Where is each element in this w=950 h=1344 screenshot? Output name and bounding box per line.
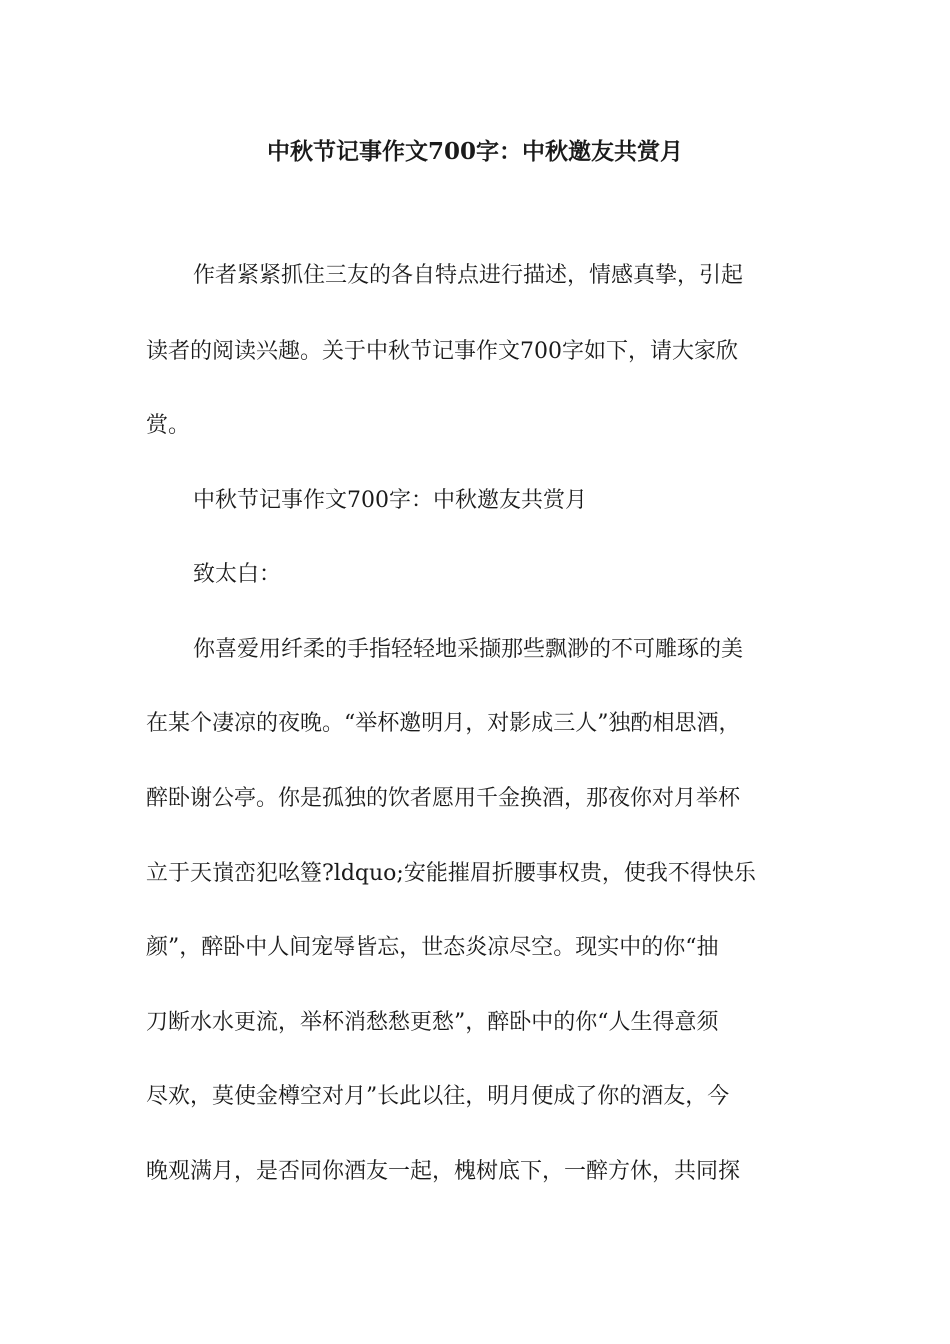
intro-line-2: 读者的阅读兴趣。关于中秋节记事作文700字如下，请大家欣 [146,339,738,364]
body-line-3: 醉卧谢公亭。你是孤独的饮者愿用千金换酒，那夜你对月举杯 [146,786,741,811]
body-line-8: 晚观满月，是否同你酒友一起，槐树底下，一醉方休，共同探 [146,1159,741,1184]
intro-line-3: 赏。 [146,413,191,438]
body-line-2: 在某个凄凉的夜晚。“举杯邀明月，对影成三人”独酌相思酒， [146,711,741,736]
body-line-4: 立于天嵿峦犯吆簦?ldquo;安能摧眉折腰事权贵，使我不得快乐 [146,861,756,886]
document-title: 中秋节记事作文700字：中秋邀友共赏月 [266,138,683,165]
article-subtitle: 中秋节记事作文700字：中秋邀友共赏月 [193,488,587,513]
body-line-6: 刀断水水更流，举杯消愁愁更愁”，醉卧中的你“人生得意须 [146,1010,719,1035]
body-line-5: 颜”，醉卧中人间宠辱皆忘，世态炎凉尽空。现实中的你“抽 [146,935,719,960]
body-line-7: 尽欢，莫使金樽空对月”长此以往，明月便成了你的酒友，今 [146,1084,730,1109]
letter-salutation: 致太白： [193,562,282,587]
body-line-1: 你喜爱用纤柔的手指轻轻地采撷那些飘渺的不可雕琢的美 [193,637,744,662]
intro-line-1: 作者紧紧抓住三友的各自特点进行描述，情感真挚，引起 [193,263,744,288]
